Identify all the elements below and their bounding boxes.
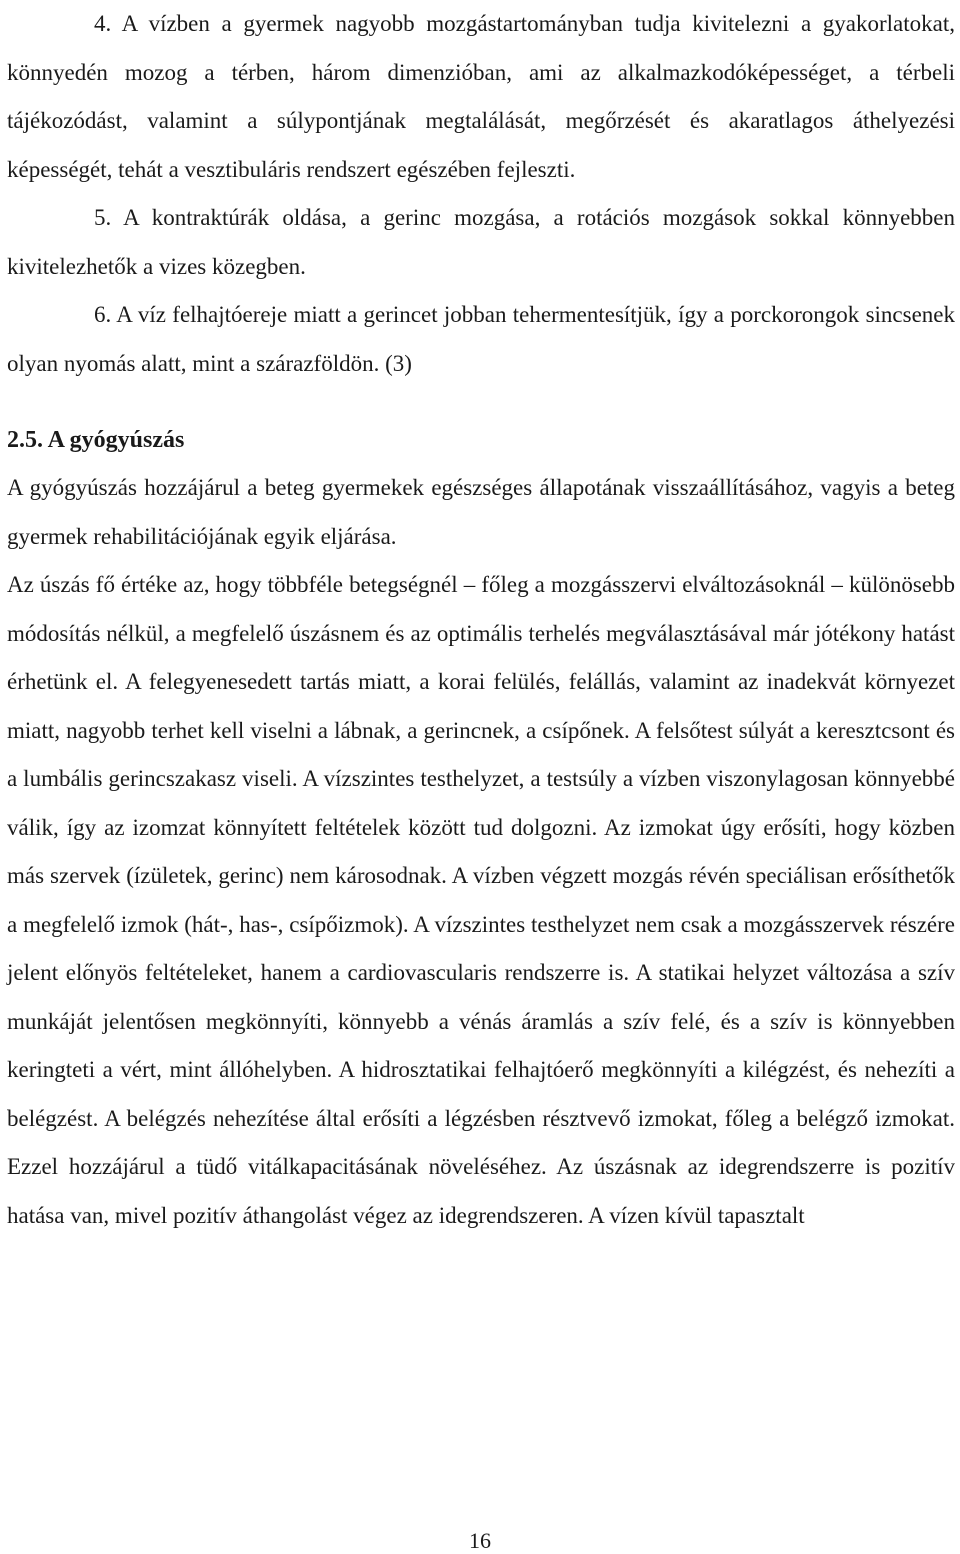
section-heading: 2.5. A gyógyúszás [7,427,185,453]
page-number: 16 [469,1528,491,1553]
list-item-5: 5. A kontraktúrák oldása, a gerinc mozgása, a rotációs mozgások sokkal könnyebben kivitelezhetők a vizes közegben. [7,205,955,279]
list-item-4: 4. A vízben a gyermek nagyobb mozgástartományban tudja kivitelezni a gyakorlatokat, könnyedén mozog a térben, három dimenzióban, ami az alkalmazkodóképességet, a térbeli tájékozódást, valamint a súlypontjának megtalálását, megőrzését és akaratlagos áthelyezési képességét, tehát a vesztibuláris rendszert egészében fejleszti. [7,11,955,182]
section-spacer [7,388,955,416]
body-paragraph-1: A gyógyúszás hozzájárul a beteg gyermekek egészséges állapotának visszaállításához, vagyis a beteg gyermek rehabilitációjának egyik eljárása. [7,475,955,549]
body-paragraph-2: Az úszás fő értéke az, hogy többféle betegségnél – főleg a mozgásszervi elváltozásoknál – különösebb módosítás nélkül, a megfelelő úszásnem és az optimális terhelés megválasztásával már jótékony hatást érhetünk el. A felegyenesedett tartás miatt, a korai felülés, felállás, valamint az inadekvát környezet miatt, nagyobb terhet kell viselni a lábnak, a gerincnek, a csípőnek. A felsőtest súlyát a keresztcsont és a lumbális gerincszakasz viseli. A vízszintes testhelyzet, a testsúly a vízben viszonylagosan könnyebbé válik, így az izomzat könnyített feltételek között tud dolgozni. Az izmokat úgy erősíti, hogy közben más szervek (ízületek, gerinc) nem károsodnak. A vízben végzett mozgás révén speciálisan erősíthetők a megfelelő izmok (hát-, has-, csípőizmok). A vízszintes testhelyzet nem csak a mozgásszervek részére jelent előnyös feltételeket, hanem a cardiovascularis rendszerre is. A statikai helyzet változása a szív munkáját jelentősen megkönnyíti, könnyebb a vénás áramlás a szív felé, és a szív is könnyebben keringteti a vért, mint állóhelyben. A hidrosztatikai felhajtóerő megkönnyíti a kilégzést, és nehezíti a belégzést. A belégzés nehezítése által erősíti a légzésben résztvevő izmokat, főleg a belégző izmokat. Ezzel hozzájárul a tüdő vitálkapacitásának növeléséhez. Az úszásnak az idegrendszerre is pozitív hatása van, mivel pozitív áthangolást végez az idegrendszeren. A vízen kívül tapasztalt [7,572,955,1228]
list-item-6: 6. A víz felhajtóereje miatt a gerincet jobban tehermentesítjük, így a porckorongok sincsenek olyan nyomás alatt, mint a szárazföldön. (3) [7,302,955,376]
document-page [7,0,955,1240]
